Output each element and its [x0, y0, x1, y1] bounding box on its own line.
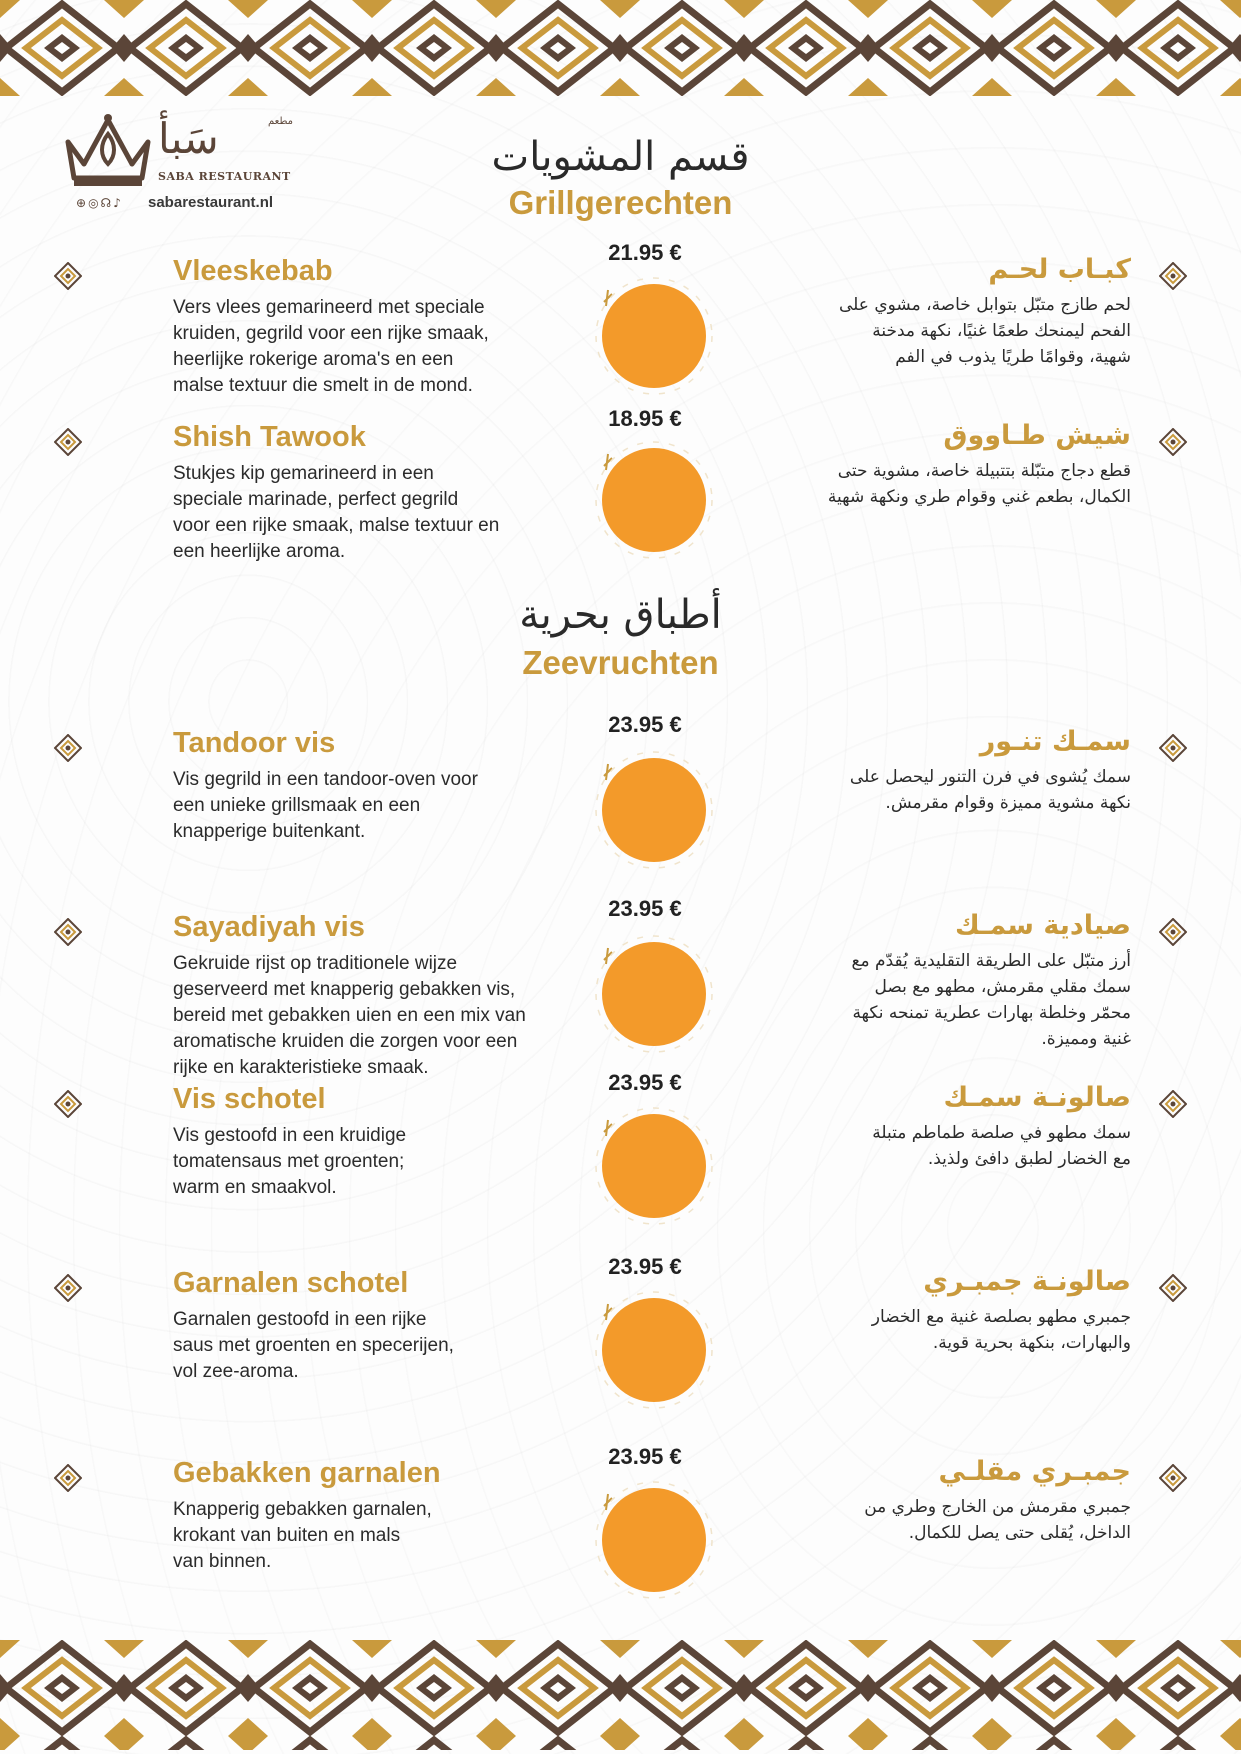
section-title-dutch: Zeevruchten [522, 644, 719, 681]
logo-english-name: SABA RESTAURANT [158, 170, 291, 183]
item-name-dutch: Garnalen schotel [173, 1267, 409, 1299]
menu-item-arabic [711, 726, 1131, 816]
item-name-arabic: جمبـري مقلـي [938, 1456, 1131, 1487]
item-name-dutch: Vis schotel [173, 1083, 326, 1115]
item-description-dutch: Gekruide rijst op traditionele wijze geserveerd met knapperig gebakken vis, bereid met gebakken uien en een mix van aromatische kruiden die zorgen voor een rijke en karakteristieke smaak. [173, 952, 526, 1078]
item-description-dutch: Vers vlees gemarineerd met speciale kruiden, gegrild voor een rijke smaak, heerlijke rokerige aroma's en een malse textuur die smelt in de mond. [173, 296, 489, 396]
item-price: 23.95 € [608, 1444, 682, 1469]
website-link[interactable]: sabarestaurant.nl [148, 194, 274, 211]
bottom-decorative-border [0, 1640, 1241, 1750]
menu-item-dutch [110, 1266, 570, 1385]
item-description-arabic: قطع دجاج متبّلة بتتبيلة خاصة، مشوية حتى الكمال، بطعم غني وقوام طري ونكهة شهية [827, 461, 1131, 508]
menu-item-arabic [711, 1266, 1131, 1356]
item-price: 23.95 € [608, 1070, 682, 1095]
item-description-arabic: سمك يُشوى في فرن التنور ليحصل على نكهة مشوية مميزة وقوام مقرمش. [849, 767, 1131, 814]
item-description-arabic: سمك مطهو في صلصة طماطم متبلة مع الخضار لطبق دافئ ولذيذ. [872, 1123, 1131, 1170]
diamond-bullet-icon [54, 918, 82, 946]
diamond-bullet-icon [54, 1090, 82, 1118]
diamond-bullet-icon [1159, 1464, 1187, 1492]
diamond-bullet-icon [54, 734, 82, 762]
instagram-icon[interactable]: ◎ [88, 196, 99, 210]
menu-item-arabic [711, 1082, 1131, 1172]
item-description-dutch: Knapperig gebakken garnalen, krokant van buiten en mals van binnen. [173, 1498, 432, 1572]
dish-image-placeholder [594, 1106, 714, 1226]
item-name-arabic: صيادية سمـك [954, 910, 1131, 941]
dish-image-placeholder [594, 934, 714, 1054]
dish-image-placeholder [594, 440, 714, 560]
diamond-bullet-icon [1159, 1090, 1187, 1118]
dish-image-placeholder [594, 1290, 714, 1410]
diamond-bullet-icon [1159, 428, 1187, 456]
item-name-dutch: Sayadiyah vis [173, 911, 365, 943]
item-description-dutch: Vis gegrild in een tandoor-oven voor een unieke grillsmaak en een knapperige buitenkant. [173, 768, 478, 842]
dish-image-placeholder [594, 1480, 714, 1600]
item-name-dutch: Gebakken garnalen [173, 1457, 441, 1489]
item-name-arabic: شيش طـاووق [943, 420, 1131, 451]
menu-item-dutch [110, 420, 570, 565]
section-title-arabic: قسم المشويات [491, 134, 750, 180]
item-name-dutch: Vleeskebab [173, 255, 333, 287]
menu-item-arabic [711, 910, 1131, 1052]
diamond-bullet-icon [54, 1274, 82, 1302]
item-description-arabic: لحم طازج متبّل بتوابل خاصة، مشوي على الفحم ليمنحك طعمًا غنيًا، نكهة مدخنة شهية، وقوامًا طريًا يذوب في الفم [838, 295, 1131, 368]
item-description-arabic: أرز متبّل على الطريقة التقليدية يُقدّم مع سمك مقلي مقرمش، مطهو مع بصل محمّر وخلطة بهارات عطرية تمنحه نكهة غنية ومميزة. [851, 951, 1131, 1050]
item-name-arabic: سمـك تنـور [979, 726, 1131, 757]
item-name-arabic: كبـاب لحـم [988, 254, 1131, 285]
tiktok-icon[interactable]: ♪ [113, 196, 121, 210]
menu-item-dutch [110, 254, 570, 399]
menu-item-dutch [110, 1082, 570, 1201]
menu-item-arabic [711, 254, 1131, 370]
item-price: 21.95 € [608, 240, 682, 265]
item-description-dutch: Stukjes kip gemarineerd in een speciale marinade, perfect gegrild voor een rijke smaak, malse textuur en een heerlijke aroma. [173, 462, 500, 562]
logo-arabic-name: سَبأ [158, 114, 219, 163]
item-description-dutch: Garnalen gestoofd in een rijke saus met groenten en specerijen, vol zee-aroma. [173, 1308, 454, 1382]
dish-image-placeholder [594, 750, 714, 870]
item-price: 23.95 € [608, 896, 682, 921]
globe-icon[interactable]: ⊕ [76, 196, 87, 210]
diamond-bullet-icon [1159, 734, 1187, 762]
item-name-arabic: صالونـة جمبـري [923, 1266, 1131, 1297]
diamond-bullet-icon [54, 262, 82, 290]
section-title-arabic: أطباق بحرية [519, 592, 722, 638]
item-name-arabic: صالونـة سمـك [943, 1082, 1131, 1113]
item-price: 23.95 € [608, 712, 682, 737]
section-title-dutch: Grillgerechten [508, 184, 733, 221]
top-decorative-border [0, 0, 1241, 96]
menu-item-dutch [110, 726, 570, 845]
menu-item-dutch [110, 910, 570, 1081]
item-description-arabic: جمبري مقرمش من الخارج وطري من الداخل، يُقلى حتى يصل للكمال. [864, 1497, 1131, 1544]
dish-image-placeholder [594, 276, 714, 396]
logo-arabic-small: مطعم [268, 116, 294, 127]
diamond-bullet-icon [54, 428, 82, 456]
diamond-bullet-icon [1159, 918, 1187, 946]
item-description-dutch: Vis gestoofd in een kruidige tomatensaus met groenten; warm en smaakvol. [173, 1124, 407, 1198]
item-name-dutch: Tandoor vis [173, 727, 336, 759]
item-name-dutch: Shish Tawook [173, 421, 366, 453]
menu-item-arabic [711, 420, 1131, 510]
diamond-bullet-icon [54, 1464, 82, 1492]
diamond-bullet-icon [1159, 1274, 1187, 1302]
item-description-arabic: جمبري مطهو بصلصة غنية مع الخضار والبهارات، بنكهة بحرية قوية. [871, 1307, 1131, 1354]
menu-item-dutch [110, 1456, 570, 1575]
snapchat-icon[interactable]: ☊ [100, 196, 112, 210]
item-price: 23.95 € [608, 1254, 682, 1279]
menu-item-arabic [711, 1456, 1131, 1546]
diamond-bullet-icon [1159, 262, 1187, 290]
item-price: 18.95 € [608, 406, 682, 431]
